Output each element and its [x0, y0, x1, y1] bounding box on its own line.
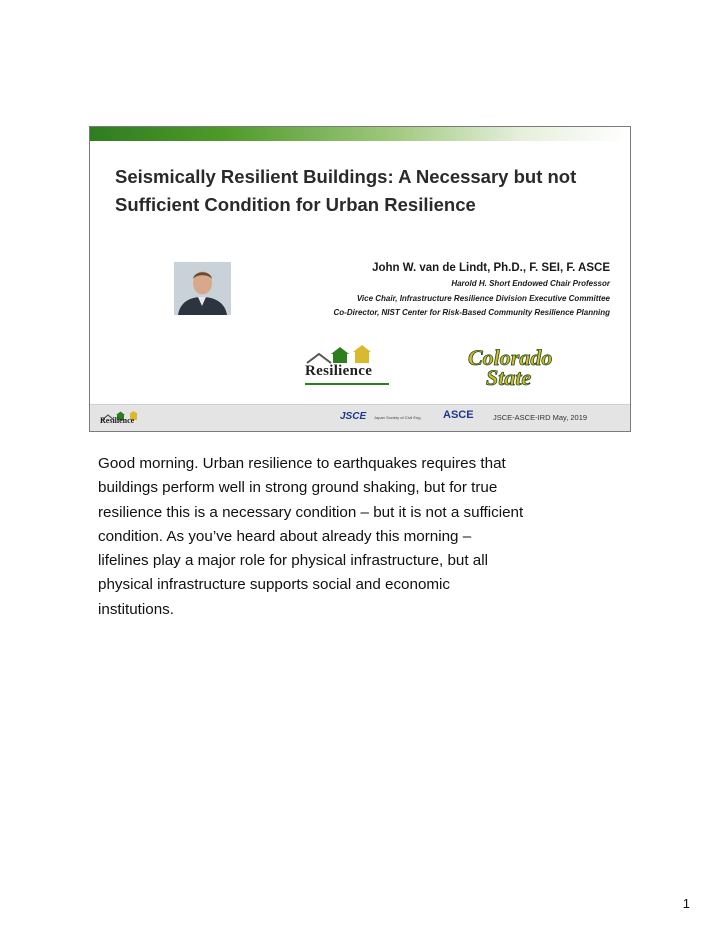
slide-footer [90, 404, 630, 431]
notes-line-6: physical infrastructure supports social and economic [98, 576, 451, 594]
slide-thumbnail [89, 126, 631, 432]
author-name: John W. van de Lindt, Ph.D., F. SEI, F. ASCE [372, 262, 610, 274]
footer-resilience-logo [100, 408, 152, 428]
speaker-notes [98, 452, 638, 622]
notes-line-1: Good morning. Urban resilience to earthquakes requires that [98, 455, 506, 472]
asce-logo: ASCE [443, 409, 474, 421]
notes-line-7: institutions. [98, 600, 174, 618]
notes-line-5: lifelines play a major role for physical infrastructure, but all [98, 552, 488, 570]
slide-green-gradient-bar [90, 127, 630, 141]
author-role-2: Vice Chair, Infrastructure Resilience Division Executive Committee [356, 293, 610, 303]
resilience-logo-text: Resilience [305, 363, 373, 379]
author-block [334, 262, 611, 321]
author-photo [174, 262, 231, 315]
resilience-logo [305, 345, 395, 391]
csu-logo-line-1: Colorado [468, 345, 553, 370]
author-role-1: Harold H. Short Endowed Chair Professor [451, 279, 610, 288]
footer-resilience-text: Resilience [100, 416, 135, 425]
jsce-subtitle: Japan Society of Civil Eng. [374, 415, 422, 420]
footer-conference-text: JSCE-ASCE-IRD May, 2019 [493, 413, 588, 422]
jsce-logo: JSCE [340, 411, 367, 422]
slide-title-line-1: Seismically Resilient Buildings: A Necessary but not [115, 166, 577, 187]
notes-line-2: buildings perform well in strong ground shaking, but for true [98, 479, 498, 497]
resilience-logo-underline [305, 383, 389, 385]
slide-title [115, 163, 615, 219]
author-role-3: Co-Director, NIST Center for Risk-Based Community Resilience Planning [333, 308, 610, 317]
page-number: 1 [682, 896, 690, 911]
notes-line-4: condition. As you’ve heard about already this morning – [98, 527, 472, 545]
csu-logo-line-2: State [486, 365, 532, 390]
slide-title-line-2: Sufficient Condition for Urban Resilience [115, 194, 476, 215]
colorado-state-logo [466, 345, 562, 393]
notes-line-3: resilience this is a necessary condition – but it is not a sufficient [98, 503, 524, 521]
